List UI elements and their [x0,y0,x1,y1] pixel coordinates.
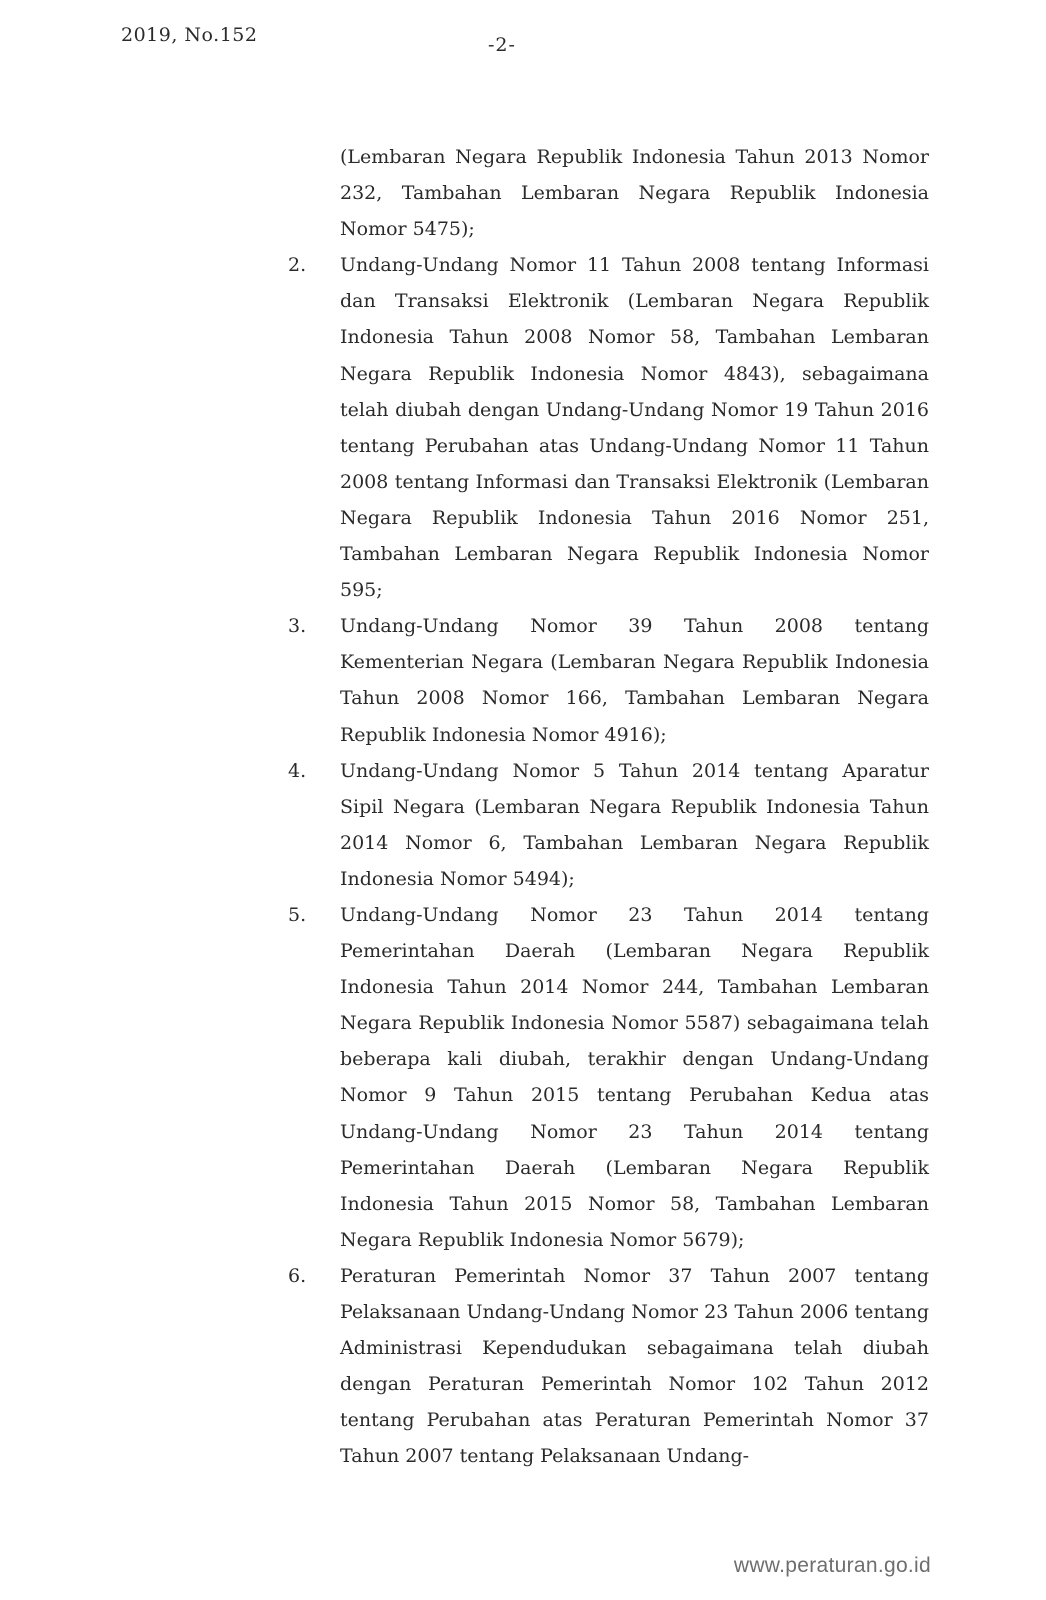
website-url: www.peraturan.go.id [733,1554,931,1577]
list-item-4 [288,753,929,897]
legal-basis-list [288,139,929,1474]
list-item-number: 5. [288,903,307,926]
list-item-number: 2. [288,254,307,277]
list-item-5 [288,897,929,1258]
list-item-number: 3. [288,615,307,638]
list-item-3 [288,608,929,752]
list-item-number: 4. [288,759,307,782]
list-item-2 [288,247,929,608]
list-item-6 [288,1258,929,1475]
list-item-number: 6. [288,1264,307,1287]
list-item-text: Undang-Undang Nomor 11 Tahun 2008 tentang Informasi dan Transaksi Elektronik (Lembaran Negara Republik Indonesia Tahun 2008 Nomor 58, Tambahan Lembaran Negara Republik Indonesia Nomor 4843), sebagaimana telah diubah dengan Undang-Undang Nomor 19 Tahun 2016 tentang Perubahan atas Undang-Undang Nomor 11 Tahun 2008 tentang Informasi dan Transaksi Elektronik (Lembaran Negara Republik Indonesia Tahun 2016 Nomor 251, Tambahan Lembaran Negara Republik Indonesia Nomor 595; [340,254,929,602]
list-item-text: Undang-Undang Nomor 23 Tahun 2014 tentang Pemerintahan Daerah (Lembaran Negara Republik Indonesia Tahun 2014 Nomor 244, Tambahan Lembaran Negara Republik Indonesia Nomor 5587) sebagaimana telah beberapa kali diubah, terakhir dengan Undang-Undang Nomor 9 Tahun 2015 tentang Perubahan Kedua atas Undang-Undang Nomor 23 Tahun 2014 tentang Pemerintahan Daerah (Lembaran Negara Republik Indonesia Tahun 2015 Nomor 58, Tambahan Lembaran Negara Republik Indonesia Nomor 5679); [340,903,929,1251]
page-number: -2- [488,34,516,56]
list-item-text: Peraturan Pemerintah Nomor 37 Tahun 2007 tentang Pelaksanaan Undang-Undang Nomor 23 Tahun 2006 tentang Administrasi Kependudukan sebagaimana telah diubah dengan Peraturan Pemerintah Nomor 102 Tahun 2012 tentang Perubahan atas Peraturan Pemerintah Nomor 37 Tahun 2007 tentang Pelaksanaan Undang- [340,1264,929,1468]
continuation-paragraph: (Lembaran Negara Republik Indonesia Tahun 2013 Nomor 232, Tambahan Lembaran Negara Republik Indonesia Nomor 5475); [340,146,929,241]
list-item-text: Undang-Undang Nomor 5 Tahun 2014 tentang Aparatur Sipil Negara (Lembaran Negara Republik Indonesia Tahun 2014 Nomor 6, Tambahan Lembaran Negara Republik Indonesia Nomor 5494); [340,759,929,890]
document-reference: 2019, No.152 [121,24,258,46]
list-item-text: Undang-Undang Nomor 39 Tahun 2008 tentang Kementerian Negara (Lembaran Negara Republik Indonesia Tahun 2008 Nomor 166, Tambahan Lembaran Negara Republik Indonesia Nomor 4916); [340,615,929,746]
